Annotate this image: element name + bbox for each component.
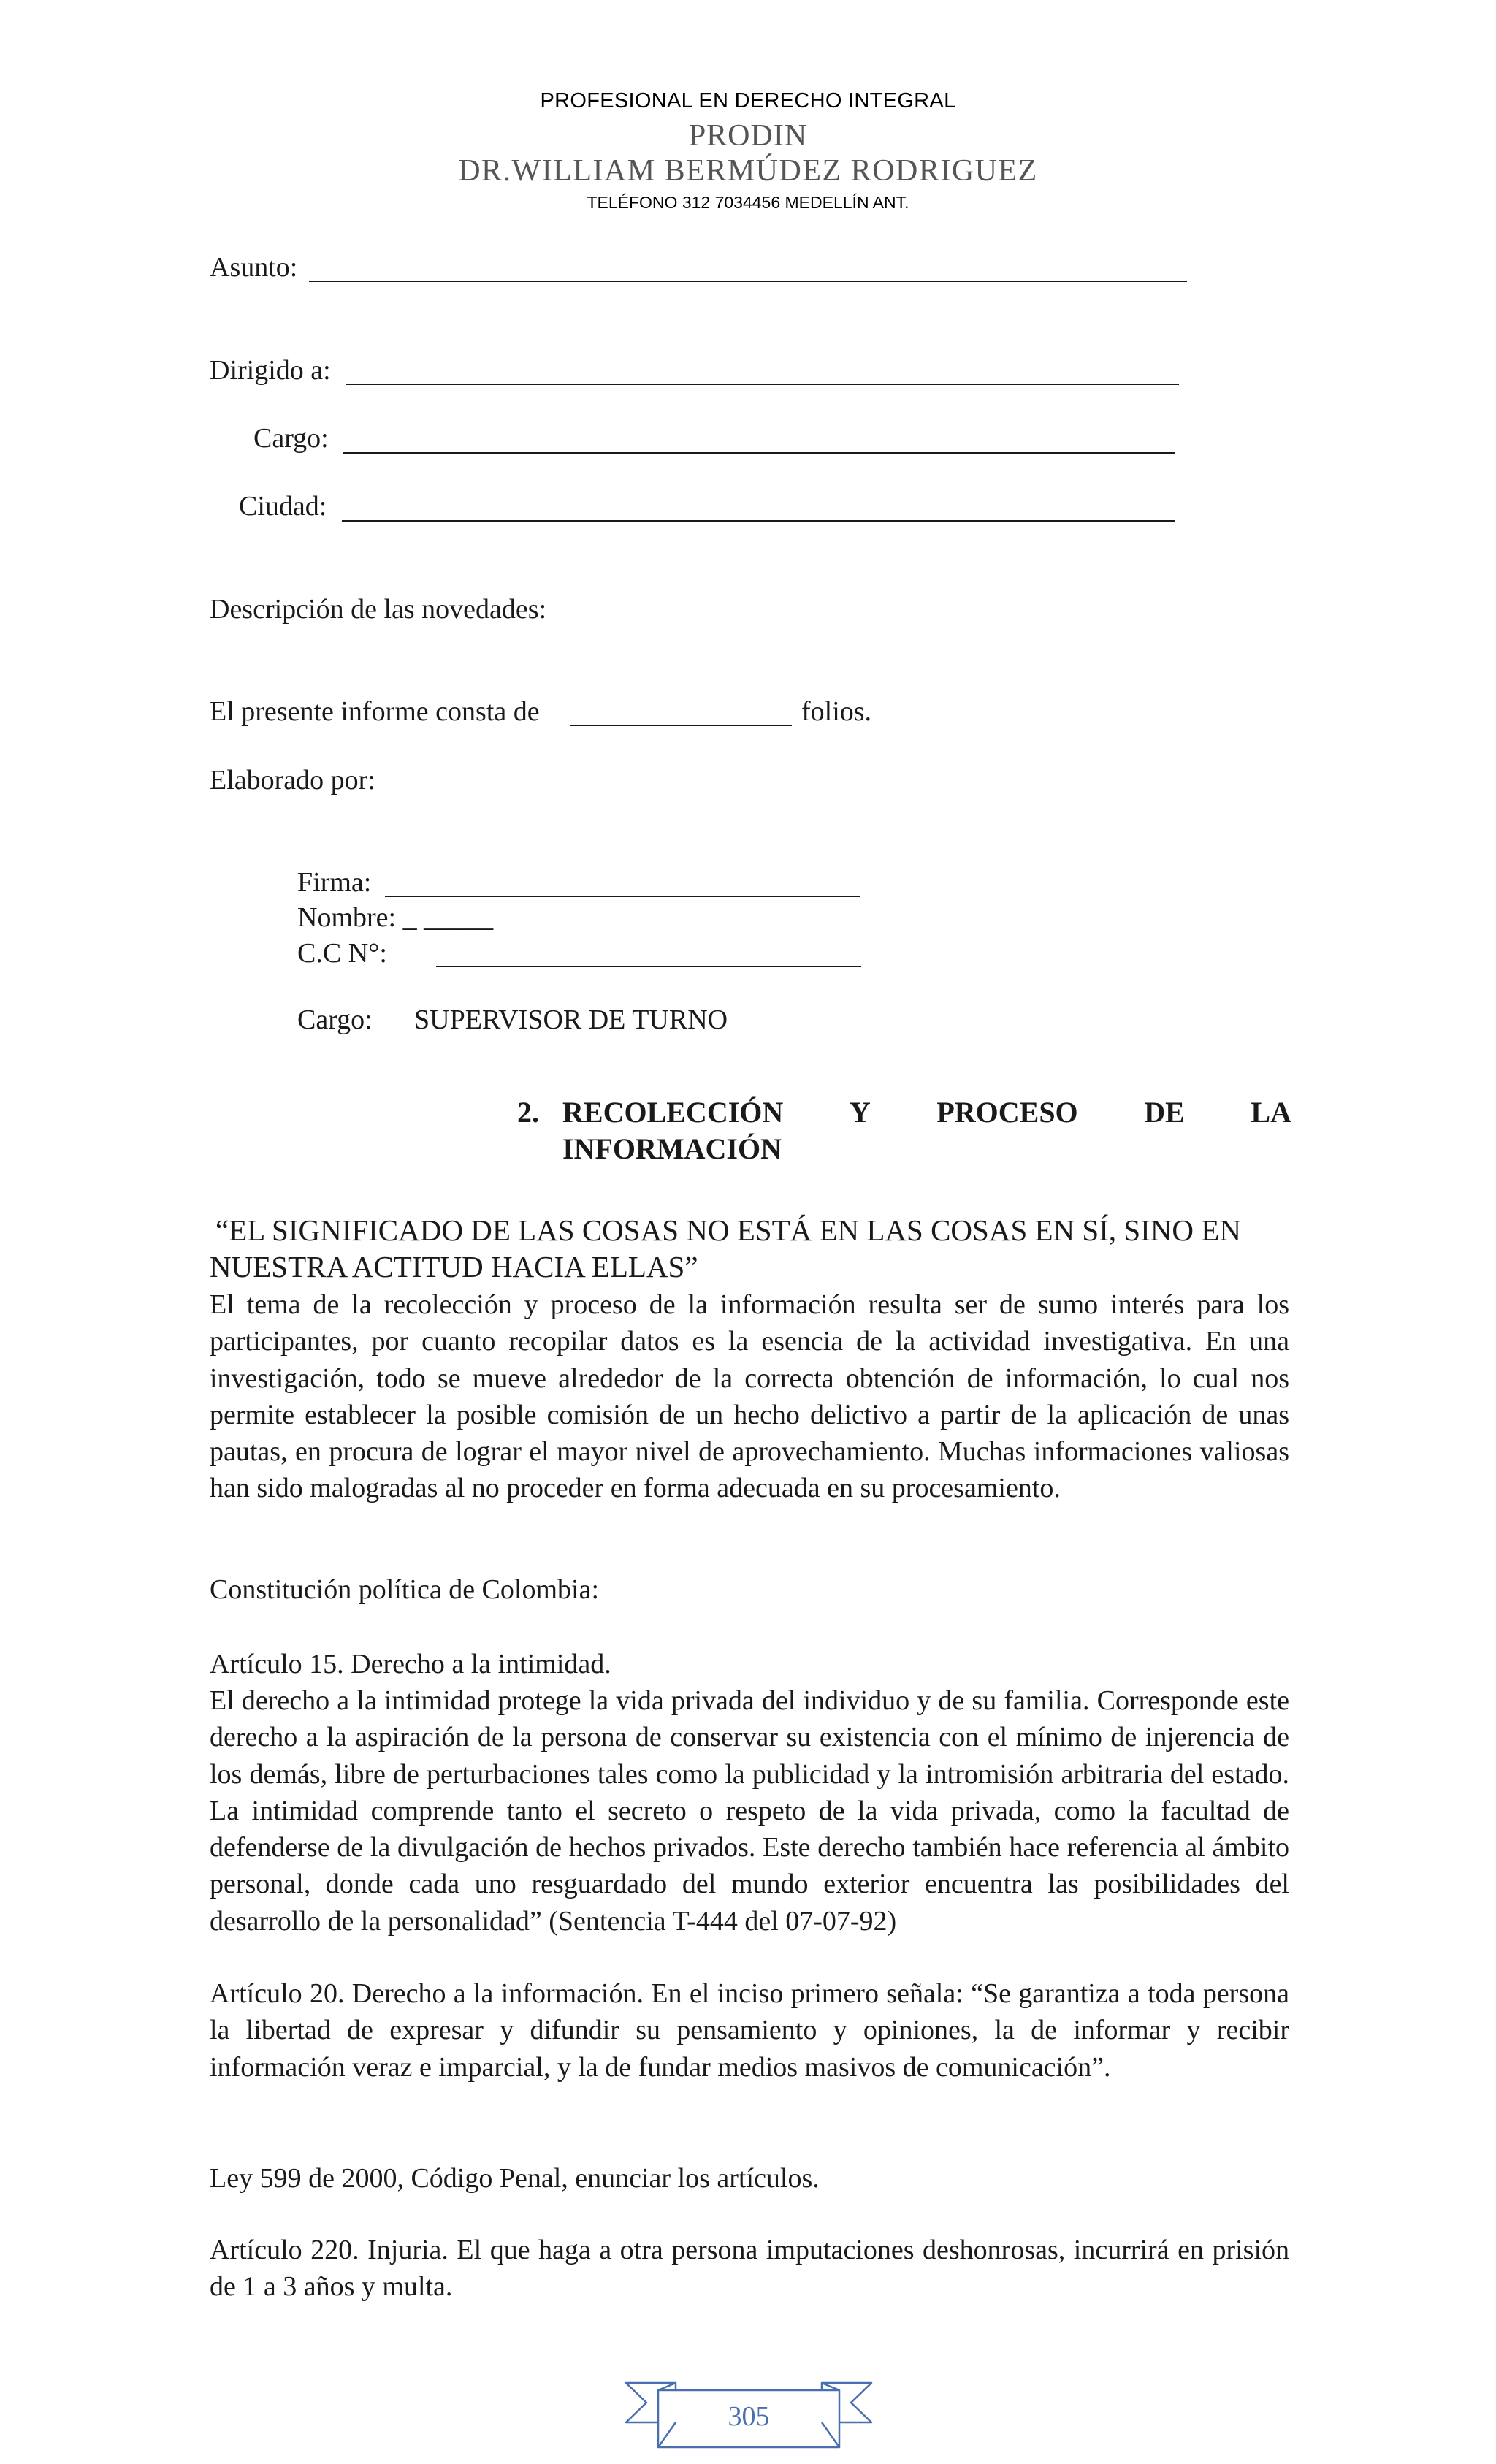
- informe-suffix: folios.: [801, 696, 872, 727]
- section-title-word: RECOLECCIÓN: [562, 1096, 784, 1129]
- section-title-word: Y: [849, 1096, 871, 1129]
- epigraph-quote: “EL SIGNIFICADO DE LAS COSAS NO ESTÁ EN LAS COSAS EN SÍ, SINO EN NUESTRA ACTITUD HACIA ELLAS”: [210, 1213, 1241, 1284]
- constitucion-heading: Constitución política de Colombia:: [210, 1574, 600, 1605]
- header-firm-type: PROFESIONAL EN DERECHO INTEGRAL: [540, 89, 956, 112]
- header-firm-name: PRODIN: [688, 119, 808, 153]
- section-title-line1: [562, 1094, 1291, 1131]
- cc-line: [436, 966, 861, 967]
- section-number: 2.: [517, 1096, 539, 1129]
- firma-line: [385, 896, 860, 897]
- cc-label: C.C N°:: [297, 938, 387, 969]
- header-contact: TELÉFONO 312 7034456 MEDELLÍN ANT.: [587, 193, 909, 212]
- nombre-label: Nombre: _ _____: [297, 902, 494, 933]
- intro-paragraph: El tema de la recolección y proceso de la información resulta ser de sumo interés para los participantes, por cuanto recopilar datos es la esencia de la actividad investigativa. En una investigación, todo se mueve alrededor de la correcta obtención de información, lo cual nos permite establecer la posible comisión de un hecho delictivo a partir de la aplicación de unas pautas, en procura de lograr el mayor nivel de aprovechamiento. Muchas informaciones valiosas han sido malogradas al no proceder en forma adecuada en su procesamiento.: [210, 1289, 1289, 1504]
- asunto-line: [309, 281, 1187, 282]
- elaborado-label: Elaborado por:: [210, 765, 375, 796]
- section-title-word: PROCESO: [936, 1096, 1078, 1129]
- header-lawyer-name: DR.WILLIAM BERMÚDEZ RODRIGUEZ: [458, 154, 1038, 188]
- dirigido-label: Dirigido a:: [210, 355, 331, 386]
- folios-line: [570, 725, 792, 726]
- ley599-text: Ley 599 de 2000, Código Penal, enunciar los artículos.: [210, 2163, 820, 2194]
- firma-label: Firma:: [297, 867, 372, 898]
- articulo15-title: Artículo 15. Derecho a la intimidad.: [210, 1649, 611, 1679]
- section-title-line2: INFORMACIÓN: [562, 1132, 782, 1165]
- articulo20-text: Artículo 20. Derecho a la información. En el inciso primero señala: “Se garantiza a toda persona la libertad de expresar y difundir su pensamiento y opiniones, la de informar y recibir información veraz e imparcial, y la de fundar medios masivos de comunicación”.: [210, 1978, 1289, 2083]
- informe-prefix: El presente informe consta de: [210, 696, 540, 727]
- page-number-banner: [625, 2379, 873, 2452]
- cargo-line: [343, 452, 1175, 454]
- articulo15-text: El derecho a la intimidad protege la vida privada del individuo y de su familia. Corresponde este derecho a la aspiración de la persona de conservar su existencia con el mínimo de injerencia de los demás, libre de perturbaciones tales como la publicidad y la intromisión arbitraria del estado. La intimidad comprende tanto el secreto o respeto de la vida privada, como la facultad de defenderse de la divulgación de hechos privados. Este derecho también hace referencia al ámbito personal, donde cada uno resguardado del mundo exterior encuentra las posibilidades del desarrollo de la personalidad” (Sentencia T-444 del 07-07-92): [210, 1685, 1289, 1937]
- ciudad-line: [342, 520, 1175, 522]
- descripcion-label: Descripción de las novedades:: [210, 594, 547, 625]
- articulo220-text: Artículo 220. Injuria. El que haga a otra persona imputaciones deshonrosas, incurrirá en prisión de 1 a 3 años y multa.: [210, 2235, 1289, 2303]
- section-title-word: DE: [1144, 1096, 1185, 1129]
- cargo-label: Cargo:: [253, 423, 329, 454]
- dirigido-line: [346, 384, 1179, 385]
- ciudad-label: Ciudad:: [239, 491, 327, 522]
- page-number: 305: [728, 2401, 770, 2432]
- section-title-word: LA: [1251, 1096, 1291, 1129]
- cargo2-value: SUPERVISOR DE TURNO: [414, 1004, 728, 1035]
- cargo2-label: Cargo:: [297, 1004, 373, 1035]
- asunto-label: Asunto:: [210, 252, 298, 283]
